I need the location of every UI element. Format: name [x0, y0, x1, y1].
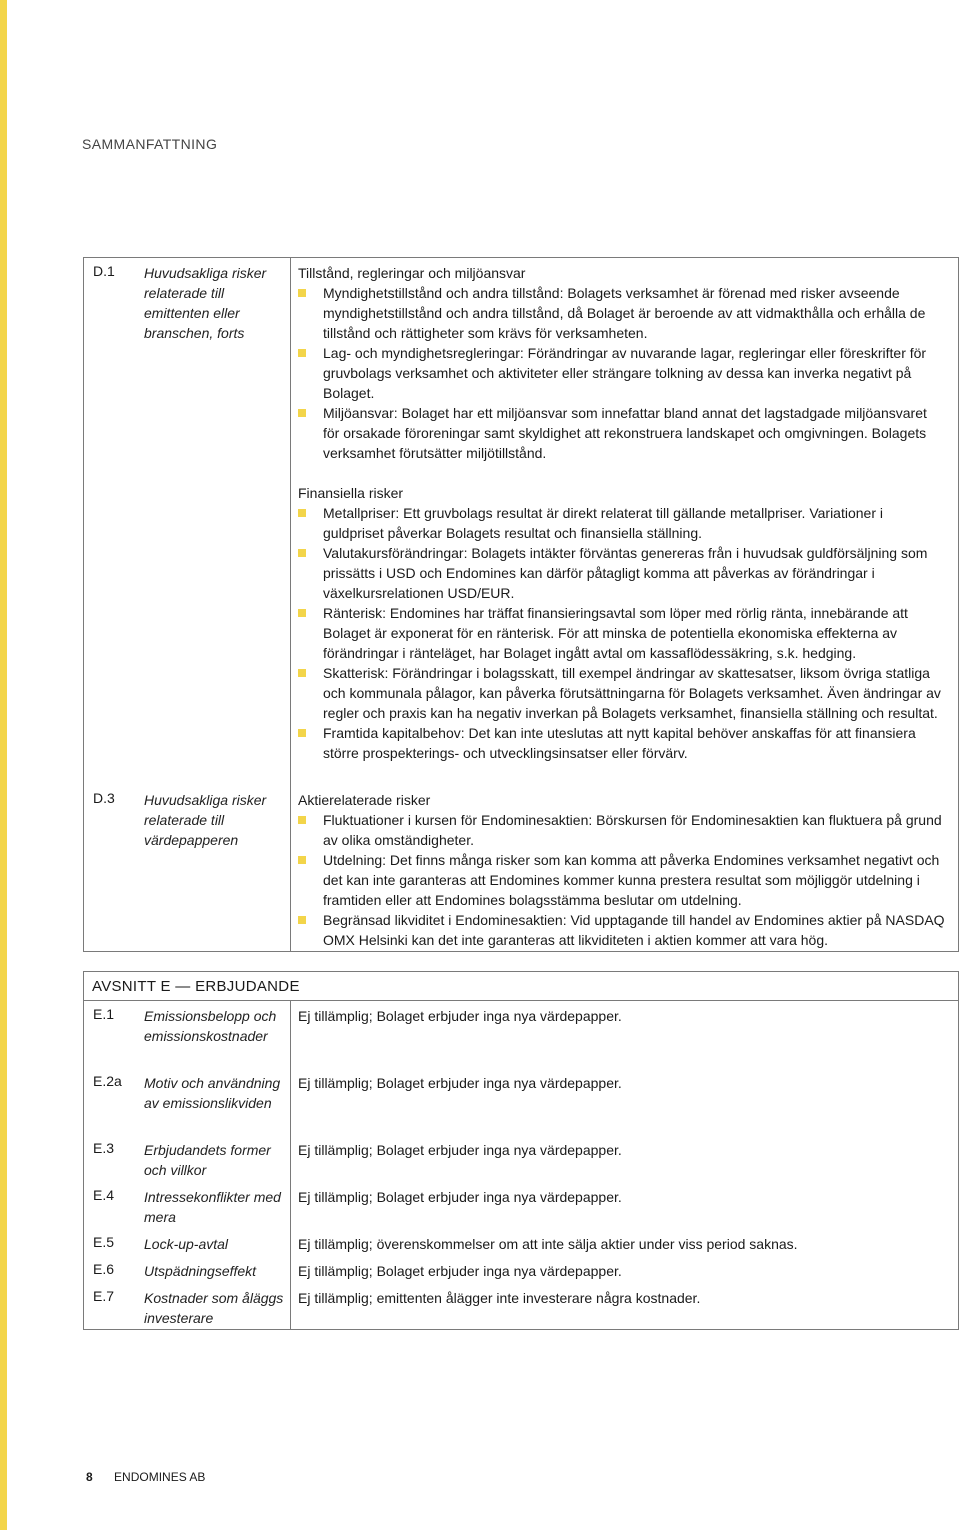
- row-content: Ej tillämplig; Bolaget erbjuder inga nya värdepapper.: [298, 1189, 622, 1205]
- row-content: [298, 790, 946, 950]
- row-content: Ej tillämplig; emittenten ålägger inte investerare några kostnader.: [298, 1290, 701, 1306]
- row-content: Ej tillämplig; Bolaget erbjuder inga nya värdepapper.: [298, 1263, 622, 1279]
- row-code: D.1: [93, 263, 115, 279]
- page-footer: [86, 1470, 205, 1484]
- row-label: Kostnader som åläggs investerare: [144, 1290, 284, 1326]
- list-item: Metallpriser: Ett gruvbolags resultat är direkt relaterat till gällande metallpriser. Variationer i guldpriset påverkar Bolagets resultat och finansiella ställning.: [298, 503, 946, 543]
- list-item: Fluktuationer i kursen för Endominesaktien: Börskursen för Endominesaktien kan fluktuera på grund av olika omständigheter.: [298, 810, 946, 850]
- row-content: Ej tillämplig; Bolaget erbjuder inga nya värdepapper.: [298, 1142, 622, 1158]
- row-code: E.6: [93, 1261, 115, 1277]
- section-title: Aktierelaterade risker: [298, 792, 431, 808]
- list-item: Ränterisk: Endomines har träffat finansieringsavtal som löper med rörlig ränta, innebärande att Bolaget är exponerat för en ränterisk. För att minska de potentiella ekonomiska effekterna av förändringar i ränteläget, har Bolaget ingått avtal om kassaflödessäkring, s.k. hedging.: [298, 603, 946, 663]
- row-label: Lock-up-avtal: [144, 1236, 229, 1252]
- row-content: Ej tillämplig; Bolaget erbjuder inga nya värdepapper.: [298, 1075, 622, 1091]
- bullet-list: [298, 283, 946, 463]
- section-title: Finansiella risker: [298, 485, 404, 501]
- row-label: Emissionsbelopp och emissionskostnader: [144, 1008, 277, 1044]
- section-title: Tillstånd, regleringar och miljöansvar: [298, 265, 526, 281]
- row-label: Erbjudandets former och villkor: [144, 1142, 271, 1178]
- row-code: E.7: [93, 1288, 115, 1304]
- row-label: Huvudsakliga risker relaterade till värdepapperen: [144, 792, 267, 848]
- section-financial: [298, 483, 946, 763]
- row-label: Motiv och användning av emissionslikviden: [144, 1075, 281, 1111]
- page-edge-accent-bar: [0, 0, 7, 1530]
- section-e-table: [83, 971, 959, 1330]
- list-item: Begränsad likviditet i Endominesaktien: Vid upptagande till handel av Endomines aktier på NASDAQ OMX Helsinki kan det inte garanteras att likviditeten i aktien kommer att vara hög.: [298, 910, 946, 950]
- row-label: Intressekonflikter med mera: [144, 1189, 281, 1225]
- section-e-title: AVSNITT E — ERBJUDANDE: [92, 978, 300, 995]
- row-code: E.4: [93, 1187, 115, 1203]
- row-code: D.3: [93, 790, 115, 806]
- row-label: Huvudsakliga risker relaterade till emittenten eller branschen, forts: [144, 265, 267, 341]
- section-regulation: [298, 263, 946, 463]
- row-content: Ej tillämplig; Bolaget erbjuder inga nya värdepapper.: [298, 1008, 622, 1024]
- page-number: 8: [86, 1470, 93, 1484]
- list-item: Lag- och myndighetsregleringar: Förändringar av nuvarande lagar, regleringar eller föreskrifter för gruvbolags verksamhet och aktiviteter eller strängare tolkning av dessa kan inverka negativt på Bolaget.: [298, 343, 946, 403]
- list-item: Miljöansvar: Bolaget har ett miljöansvar som innefattar bland annat det lagstadgade miljöansvaret för orsakade föroreningar samt skyldighet att rekonstruera landskapet och omgivningen. Bolagets verksamhet förutsätter miljötillstånd.: [298, 403, 946, 463]
- list-item: Valutakursförändringar: Bolagets intäkter förväntas genereras från i huvudsak guldförsäljning som prissätts i USD och Endomines kan därför påtagligt komma att påverkas av förändringar i växelkursrelationen USD/EUR.: [298, 543, 946, 603]
- column-divider: [290, 1000, 291, 1329]
- list-item: Utdelning: Det finns många risker som kan komma att påverka Endomines verksamhet negativt och det kan inte garanteras att Endomines kommer kunna prestera resultat som möjliggör utdelning i framtiden eller att Endomines bolagsstämma beslutar om utdelning.: [298, 850, 946, 910]
- row-code: E.2a: [93, 1073, 122, 1089]
- section-d-table: [83, 257, 959, 952]
- row-code: E.5: [93, 1234, 115, 1250]
- list-item: Framtida kapitalbehov: Det kan inte uteslutas att nytt kapital behöver anskaffas för att finansiera större prospekterings- och utvecklingsinsatser eller förvärv.: [298, 723, 946, 763]
- page-header: SAMMANFATTNING: [82, 136, 218, 152]
- bullet-list: [298, 503, 946, 763]
- company-name: ENDOMINES AB: [114, 1470, 206, 1484]
- row-label: Utspädningseffekt: [144, 1263, 257, 1279]
- list-item: Skatterisk: Förändringar i bolagsskatt, till exempel ändringar av skattesatser, liksom övriga statliga och kommunala pålagor, kan påverka förutsättningarna för Bolagets verksamhet. Även ändringar av regler och praxis kan ha negativ inverkan på Bolagets verksamhet, finansiella ställning och resultat.: [298, 663, 946, 723]
- row-content: [298, 263, 946, 763]
- row-code: E.1: [93, 1006, 115, 1022]
- list-item: Myndighetstillstånd och andra tillstånd: Bolagets verksamhet är förenad med risker avseende myndighetstillstånd och andra tillstånd, då Bolaget är beroende av att vidmakthålla och erhålla de tillstånd och rättigheter som krävs för verksamheten.: [298, 283, 946, 343]
- row-code: E.3: [93, 1140, 115, 1156]
- column-divider: [290, 258, 291, 951]
- row-content: Ej tillämplig; överenskommelser om att inte sälja aktier under viss period saknas.: [298, 1236, 798, 1252]
- title-divider: [84, 1000, 958, 1001]
- bullet-list: [298, 810, 946, 950]
